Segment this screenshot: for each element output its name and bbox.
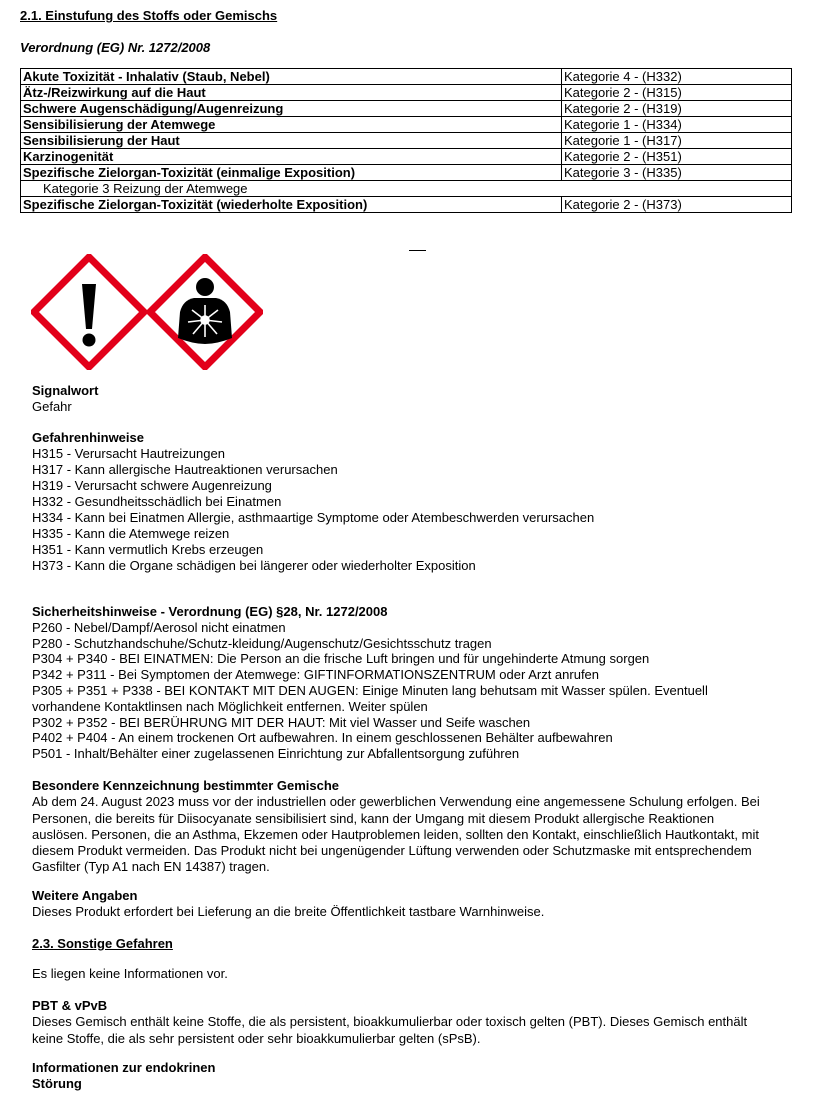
- further-info: [32, 888, 544, 920]
- table-row: [21, 197, 792, 213]
- list-item: H335 - Kann die Atemwege reizen: [32, 526, 230, 541]
- pbt-label: PBT & vPvB: [32, 998, 108, 1013]
- further-info-text: Dieses Produkt erfordert bei Lieferung an die breite Öffentlichkeit tastbare Warnhinweise.: [32, 904, 545, 919]
- special-labelling-label: Besondere Kennzeichnung bestimmter Gemische: [32, 778, 340, 793]
- signal-word-value: Gefahr: [32, 399, 72, 414]
- list-item: P304 + P340 - BEI EINATMEN: Die Person an die frische Luft bringen und für ungehinderte Atmung sorgen: [32, 651, 650, 667]
- hazard-subcategory: Kategorie 3 Reizung der Atemwege: [21, 181, 792, 197]
- list-item: H317 - Kann allergische Hautreaktionen verursachen: [32, 462, 338, 477]
- ghs-health-hazard-icon: [147, 254, 263, 370]
- table-row: [21, 101, 792, 117]
- endocrine-label-line2: Störung: [32, 1076, 82, 1091]
- hazard-class: Ätz-/Reizwirkung auf die Haut: [21, 85, 562, 101]
- table-subrow: [21, 181, 792, 197]
- hazard-category: Kategorie 4 - (H332): [562, 69, 792, 85]
- table-row: [21, 133, 792, 149]
- section-2-3-text: Es liegen keine Informationen vor.: [32, 966, 228, 981]
- hazard-class: Sensibilisierung der Atemwege: [21, 117, 562, 133]
- paragraph-line: Personen, die bereits für Diisocyanate sensibilisiert sind, kann der Umgang mit diesem Produkt allergische Reaktionen: [32, 810, 715, 826]
- list-item: P342 + P311 - Bei Symptomen der Atemwege: GIFTINFORMATIONSZENTRUM oder Arzt anrufen: [32, 667, 600, 683]
- hazard-category: Kategorie 3 - (H335): [562, 165, 792, 181]
- hazard-class: Spezifische Zielorgan-Toxizität (wiederholte Exposition): [21, 197, 562, 213]
- list-item: P402 + P404 - An einem trockenen Ort aufbewahren. In einem geschlossenen Behälter aufbewahren: [32, 730, 613, 746]
- paragraph-line: Ab dem 24. August 2023 muss vor der industriellen oder gewerblichen Verwendung eine angemessene Schulung erfolgen. Bei: [32, 794, 760, 810]
- hazard-category: Kategorie 2 - (H373): [562, 197, 792, 213]
- section-2-3-heading: 2.3. Sonstige Gefahren: [32, 936, 173, 951]
- table-row: [21, 117, 792, 133]
- list-item: H332 - Gesundheitsschädlich bei Einatmen: [32, 494, 282, 509]
- paragraph-line: auslösen. Personen, die an Asthma, Ekzemen oder Hautproblemen leiden, sollten den Kontakt, einschließlich Hautkontakt, mit: [32, 826, 759, 842]
- hazard-category: Kategorie 2 - (H319): [562, 101, 792, 117]
- hazard-statements-label: Gefahrenhinweise: [32, 430, 144, 445]
- hazard-category: Kategorie 2 - (H315): [562, 85, 792, 101]
- hazard-category: Kategorie 2 - (H351): [562, 149, 792, 165]
- table-row: [21, 85, 792, 101]
- hazard-statements: [32, 430, 594, 574]
- regulation-title: Verordnung (EG) Nr. 1272/2008: [20, 40, 211, 55]
- table-row: [21, 69, 792, 85]
- list-item: P302 + P352 - BEI BERÜHRUNG MIT DER HAUT: Mit viel Wasser und Seife waschen: [32, 714, 531, 730]
- paragraph-line: diesem Produkt vermeiden. Das Produkt nicht bei ungenügender Lüftung verwenden oder Schutzmaske mit entsprechendem: [32, 843, 752, 859]
- list-item: H373 - Kann die Organe schädigen bei längerer oder wiederholter Exposition: [32, 558, 476, 573]
- list-item: P280 - Schutzhandschuhe/Schutz-kleidung/Augenschutz/Gesichtsschutz tragen: [32, 635, 492, 651]
- table-row: [21, 165, 792, 181]
- precautionary-statements: [32, 604, 708, 762]
- section-2-1-heading: 2.1. Einstufung des Stoffs oder Gemischs: [20, 8, 278, 23]
- signal-word: [32, 383, 98, 415]
- endocrine-info: [32, 1060, 215, 1092]
- list-item: vorhandene Kontaktlinsen nach Möglichkeit entfernen. Weiter spülen: [32, 698, 428, 714]
- hazard-class: Spezifische Zielorgan-Toxizität (einmalige Exposition): [21, 165, 562, 181]
- list-item: H334 - Kann bei Einatmen Allergie, asthmaartige Symptome oder Atembeschwerden verursachen: [32, 510, 595, 525]
- list-item: H351 - Kann vermutlich Krebs erzeugen: [32, 542, 264, 557]
- hazard-category: Kategorie 1 - (H317): [562, 133, 792, 149]
- list-item: P305 + P351 + P338 - BEI KONTAKT MIT DEN AUGEN: Einige Minuten lang behutsam mit Wasser spülen. Eventuell: [32, 682, 708, 698]
- hazard-class: Schwere Augenschädigung/Augenreizung: [21, 101, 562, 117]
- hazard-category: Kategorie 1 - (H334): [562, 117, 792, 133]
- precautionary-statements-label: Sicherheitshinweise - Verordnung (EG) §28, Nr. 1272/2008: [32, 604, 388, 619]
- classification-table: [20, 68, 792, 213]
- special-labelling: [32, 778, 792, 876]
- signal-word-label: Signalwort: [32, 383, 99, 398]
- hazard-class: Akute Toxizität - Inhalativ (Staub, Nebel): [21, 69, 562, 85]
- short-divider: [409, 250, 426, 251]
- list-item: P260 - Nebel/Dampf/Aerosol nicht einatmen: [32, 619, 286, 635]
- ghs-exclamation-mark-icon: [31, 254, 147, 370]
- paragraph-line: keine Stoffe, die als sehr persistent oder sehr bioakkumulierbar gelten (sPsB).: [32, 1030, 481, 1046]
- paragraph-line: Gasfilter (Typ A1 nach EN 14387) tragen.: [32, 859, 270, 875]
- paragraph-line: Dieses Gemisch enthält keine Stoffe, die als persistent, bioakkumulierbar oder toxisch gelten (PBT). Dieses Gemisch enthält: [32, 1014, 748, 1030]
- hazard-class: Sensibilisierung der Haut: [21, 133, 562, 149]
- hazard-class: Karzinogenität: [21, 149, 562, 165]
- table-row: [21, 149, 792, 165]
- pbt-vpvb: [32, 998, 792, 1047]
- list-item: P501 - Inhalt/Behälter einer zugelassenen Einrichtung zur Abfallentsorgung zuführen: [32, 746, 520, 762]
- endocrine-label-line1: Informationen zur endokrinen: [32, 1060, 216, 1075]
- list-item: H319 - Verursacht schwere Augenreizung: [32, 478, 272, 493]
- further-info-label: Weitere Angaben: [32, 888, 138, 903]
- list-item: H315 - Verursacht Hautreizungen: [32, 446, 225, 461]
